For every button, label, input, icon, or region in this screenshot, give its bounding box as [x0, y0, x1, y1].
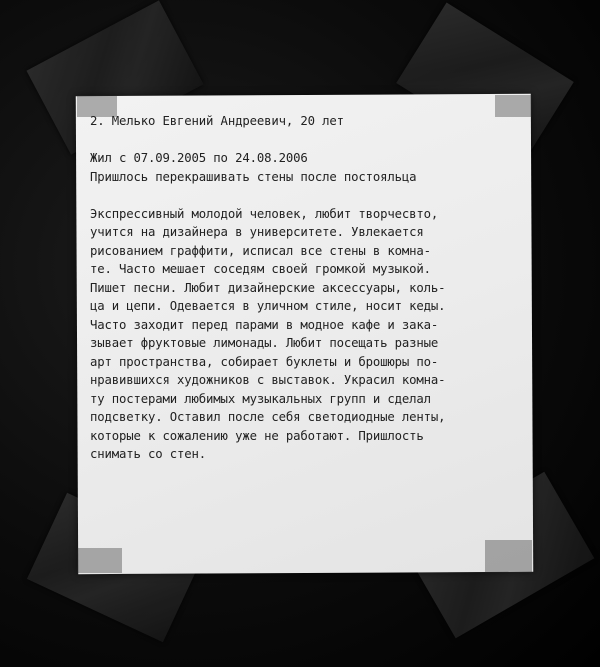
note-text: [90, 112, 520, 464]
note-body-line: ту постерами любимых музыкальных групп и сделал: [90, 391, 431, 406]
note-dates: Жил с 07.09.2005 по 24.08.2006: [90, 151, 308, 165]
note-body-line: те. Часто мешает соседям своей громкой музыкой.: [90, 262, 431, 276]
note-body-line: рисованием граффити, исписал все стены в комна-: [90, 243, 431, 258]
note-body-line: зывает фруктовые лимонады. Любит посещать разные: [90, 336, 439, 350]
note-body-line: которые к сожалению уже не работают. Пришлость: [90, 428, 424, 443]
note-remark: Пришлось перекрашивать стены после постояльца: [90, 169, 417, 184]
tape-overlap-bottom-right: [485, 540, 532, 573]
tape-overlap-top-right: [495, 95, 532, 117]
note-body-line: учится на дизайнера в университете. Увлекается: [90, 225, 424, 239]
note-heading: 2. Мелько Евгений Андреевич, 20 лет: [90, 114, 344, 128]
note-body-line: Экспрессивный молодой человек, любит творчесвто,: [90, 206, 439, 221]
note-body-line: ца и цепи. Одевается в уличном стиле, носит кеды.: [90, 299, 446, 313]
note-body-line: арт пространства, собирает буклеты и брошюры по-: [90, 354, 439, 369]
note-body: [90, 205, 520, 464]
tape-overlap-bottom-left: [77, 548, 122, 573]
note-body-line: подсветку. Оставил после себя светодиодные ленты,: [90, 410, 446, 424]
note-body-line: Часто заходит перед парами в модное кафе и зака-: [90, 317, 439, 332]
tape-overlap-top-left: [77, 95, 117, 117]
note-body-line: снимать со стен.: [90, 447, 207, 461]
note-body-line: нравившихся художников с выставок. Украсил комна-: [90, 373, 446, 387]
note-body-line: Пишет песни. Любит дизайнерские аксессуары, коль-: [90, 280, 446, 295]
